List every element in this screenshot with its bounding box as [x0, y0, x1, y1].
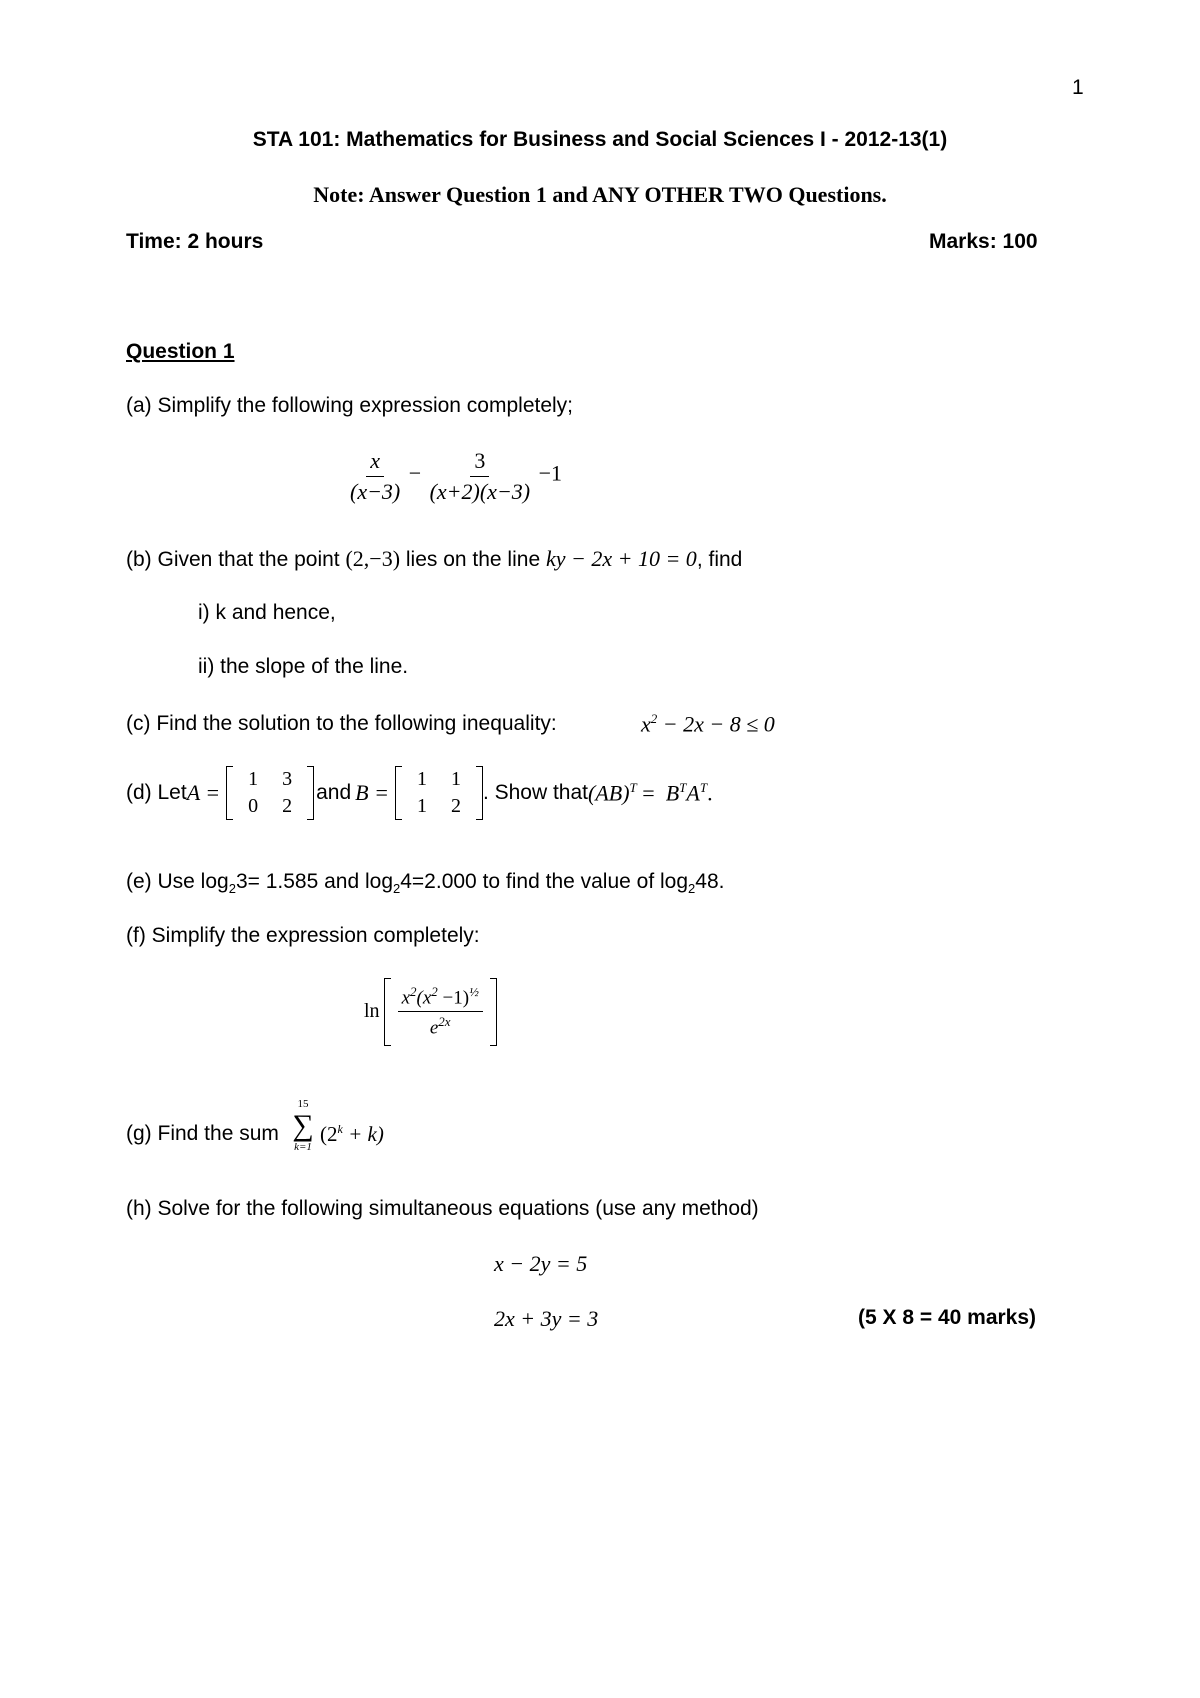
matrix-b-cell: 2	[450, 795, 461, 817]
question-1f-text: (f) Simplify the expression completely:	[126, 924, 480, 947]
transpose-identity	[588, 780, 713, 806]
log-base: 2	[228, 881, 236, 897]
question-1b-equation: ky − 2x + 10 = 0	[545, 546, 697, 571]
question-1c-text: (c) Find the solution to the following inequality:	[126, 712, 557, 735]
sum-expression	[320, 1122, 384, 1147]
matrix-a	[226, 766, 314, 820]
question-1-marks: (5 X 8 = 40 marks)	[858, 1306, 1037, 1329]
matrix-a-cell: 3	[282, 768, 293, 790]
log-base: 2	[688, 881, 696, 897]
matrix-a-label: A =	[186, 780, 221, 805]
sum-expr-sup: k	[337, 1122, 343, 1136]
ln-numerator	[398, 984, 483, 1012]
matrix-a-cell: 0	[248, 795, 259, 817]
inequality-x: x	[641, 711, 651, 737]
question-1e-part: 3= 1.585 and log	[235, 870, 393, 893]
ln-denominator	[426, 1012, 455, 1039]
ln-num-sup: 2	[431, 984, 438, 999]
sigma-symbol: ∑	[292, 1109, 314, 1142]
question-1c-inequality	[641, 711, 775, 737]
minus-sign: −	[408, 460, 422, 486]
question-1f-expression	[364, 978, 497, 1046]
sum-upper-limit: 15	[297, 1098, 309, 1110]
inequality-rest: − 2x − 8 ≤ 0	[657, 711, 775, 737]
inequality-exponent: 2	[650, 711, 658, 726]
matrix-a-cell: 2	[282, 795, 293, 817]
ln-den-e: e	[429, 1017, 439, 1039]
sum-lower-limit: k=1	[294, 1141, 312, 1153]
equals-sign: =	[636, 780, 661, 806]
fraction-2	[426, 448, 535, 505]
question-1e-part: 48.	[695, 870, 725, 893]
period: .	[707, 780, 713, 806]
matrix-b-cell: 1	[416, 768, 427, 790]
question-1h-text: (h) Solve for the following simultaneous equations (use any method)	[126, 1197, 759, 1220]
ln-operator: ln	[364, 1000, 380, 1023]
question-1b-text	[126, 546, 742, 572]
transpose-sup: T	[679, 779, 687, 795]
log-base: 2	[393, 881, 401, 897]
fraction-2-numerator: 3	[470, 448, 489, 477]
transpose-rhs-b: B	[665, 780, 680, 806]
question-1d-show: . Show that	[482, 781, 588, 804]
ln-num-x: x	[401, 987, 410, 1009]
sum-expr-post: + k)	[342, 1122, 384, 1146]
transpose-lhs: (AB)	[588, 780, 630, 806]
transpose-sup: T	[699, 779, 708, 795]
sum-expr-pre: (2	[320, 1122, 338, 1146]
question-1a-expression	[346, 448, 562, 505]
question-1d-pre: (d) Let	[126, 781, 187, 804]
ln-den-exponent: 2x	[438, 1014, 451, 1030]
fraction-1-denominator: (x−3)	[350, 479, 401, 504]
exam-note: Note: Answer Question 1 and ANY OTHER TWO Questions.	[313, 182, 887, 207]
question-1e-text	[126, 870, 724, 896]
ln-bracket	[384, 978, 497, 1046]
fraction-1	[346, 448, 404, 505]
equation-1: x − 2y = 5	[494, 1251, 588, 1276]
question-1b-ii: ii) the slope of the line.	[198, 655, 409, 678]
matrix-b-label: B =	[355, 780, 389, 805]
fraction-1-numerator: x	[366, 448, 384, 477]
question-1b-point: (2,−3)	[345, 546, 401, 571]
question-1-heading: Question 1	[126, 340, 235, 363]
exam-marks: Marks: 100	[929, 230, 1038, 253]
question-1g-text: (g) Find the sum	[126, 1122, 279, 1145]
ln-num-inner: −1)	[437, 987, 470, 1009]
transpose-sup: T	[629, 779, 637, 795]
fraction-2-denominator: (x+2)(x−3)	[429, 479, 531, 504]
question-1b-i: i) k and hence,	[198, 601, 336, 624]
summation	[290, 1098, 316, 1154]
question-1b-post: , find	[696, 548, 743, 571]
ln-fraction	[398, 984, 483, 1040]
question-1e-part: (e) Use log	[126, 870, 229, 893]
transpose-rhs-a: A	[686, 780, 700, 806]
ln-num-sup: 2	[410, 984, 417, 999]
ln-num-exponent: ½	[469, 984, 479, 999]
exam-time: Time: 2 hours	[126, 230, 264, 253]
question-1a-text: (a) Simplify the following expression completely;	[126, 394, 574, 417]
question-1b-mid: lies on the line	[400, 548, 546, 571]
question-1d-and: and	[316, 781, 352, 804]
matrix-a-cell: 1	[248, 768, 259, 790]
question-1b-pre: (b) Given that the point	[126, 548, 346, 571]
ln-num-inner: (x	[416, 987, 432, 1009]
page-number: 1	[1072, 76, 1084, 99]
exam-title: STA 101: Mathematics for Business and Social Sciences I - 2012-13(1)	[252, 128, 948, 151]
minus-one: −1	[538, 460, 562, 486]
question-1e-part: 4=2.000 to find the value of log	[400, 870, 689, 893]
matrix-b-cell: 1	[416, 795, 427, 817]
matrix-b	[395, 766, 483, 820]
matrix-b-cell: 1	[450, 768, 461, 790]
equation-2: 2x + 3y = 3	[494, 1306, 599, 1331]
question-1d-text	[126, 766, 713, 820]
